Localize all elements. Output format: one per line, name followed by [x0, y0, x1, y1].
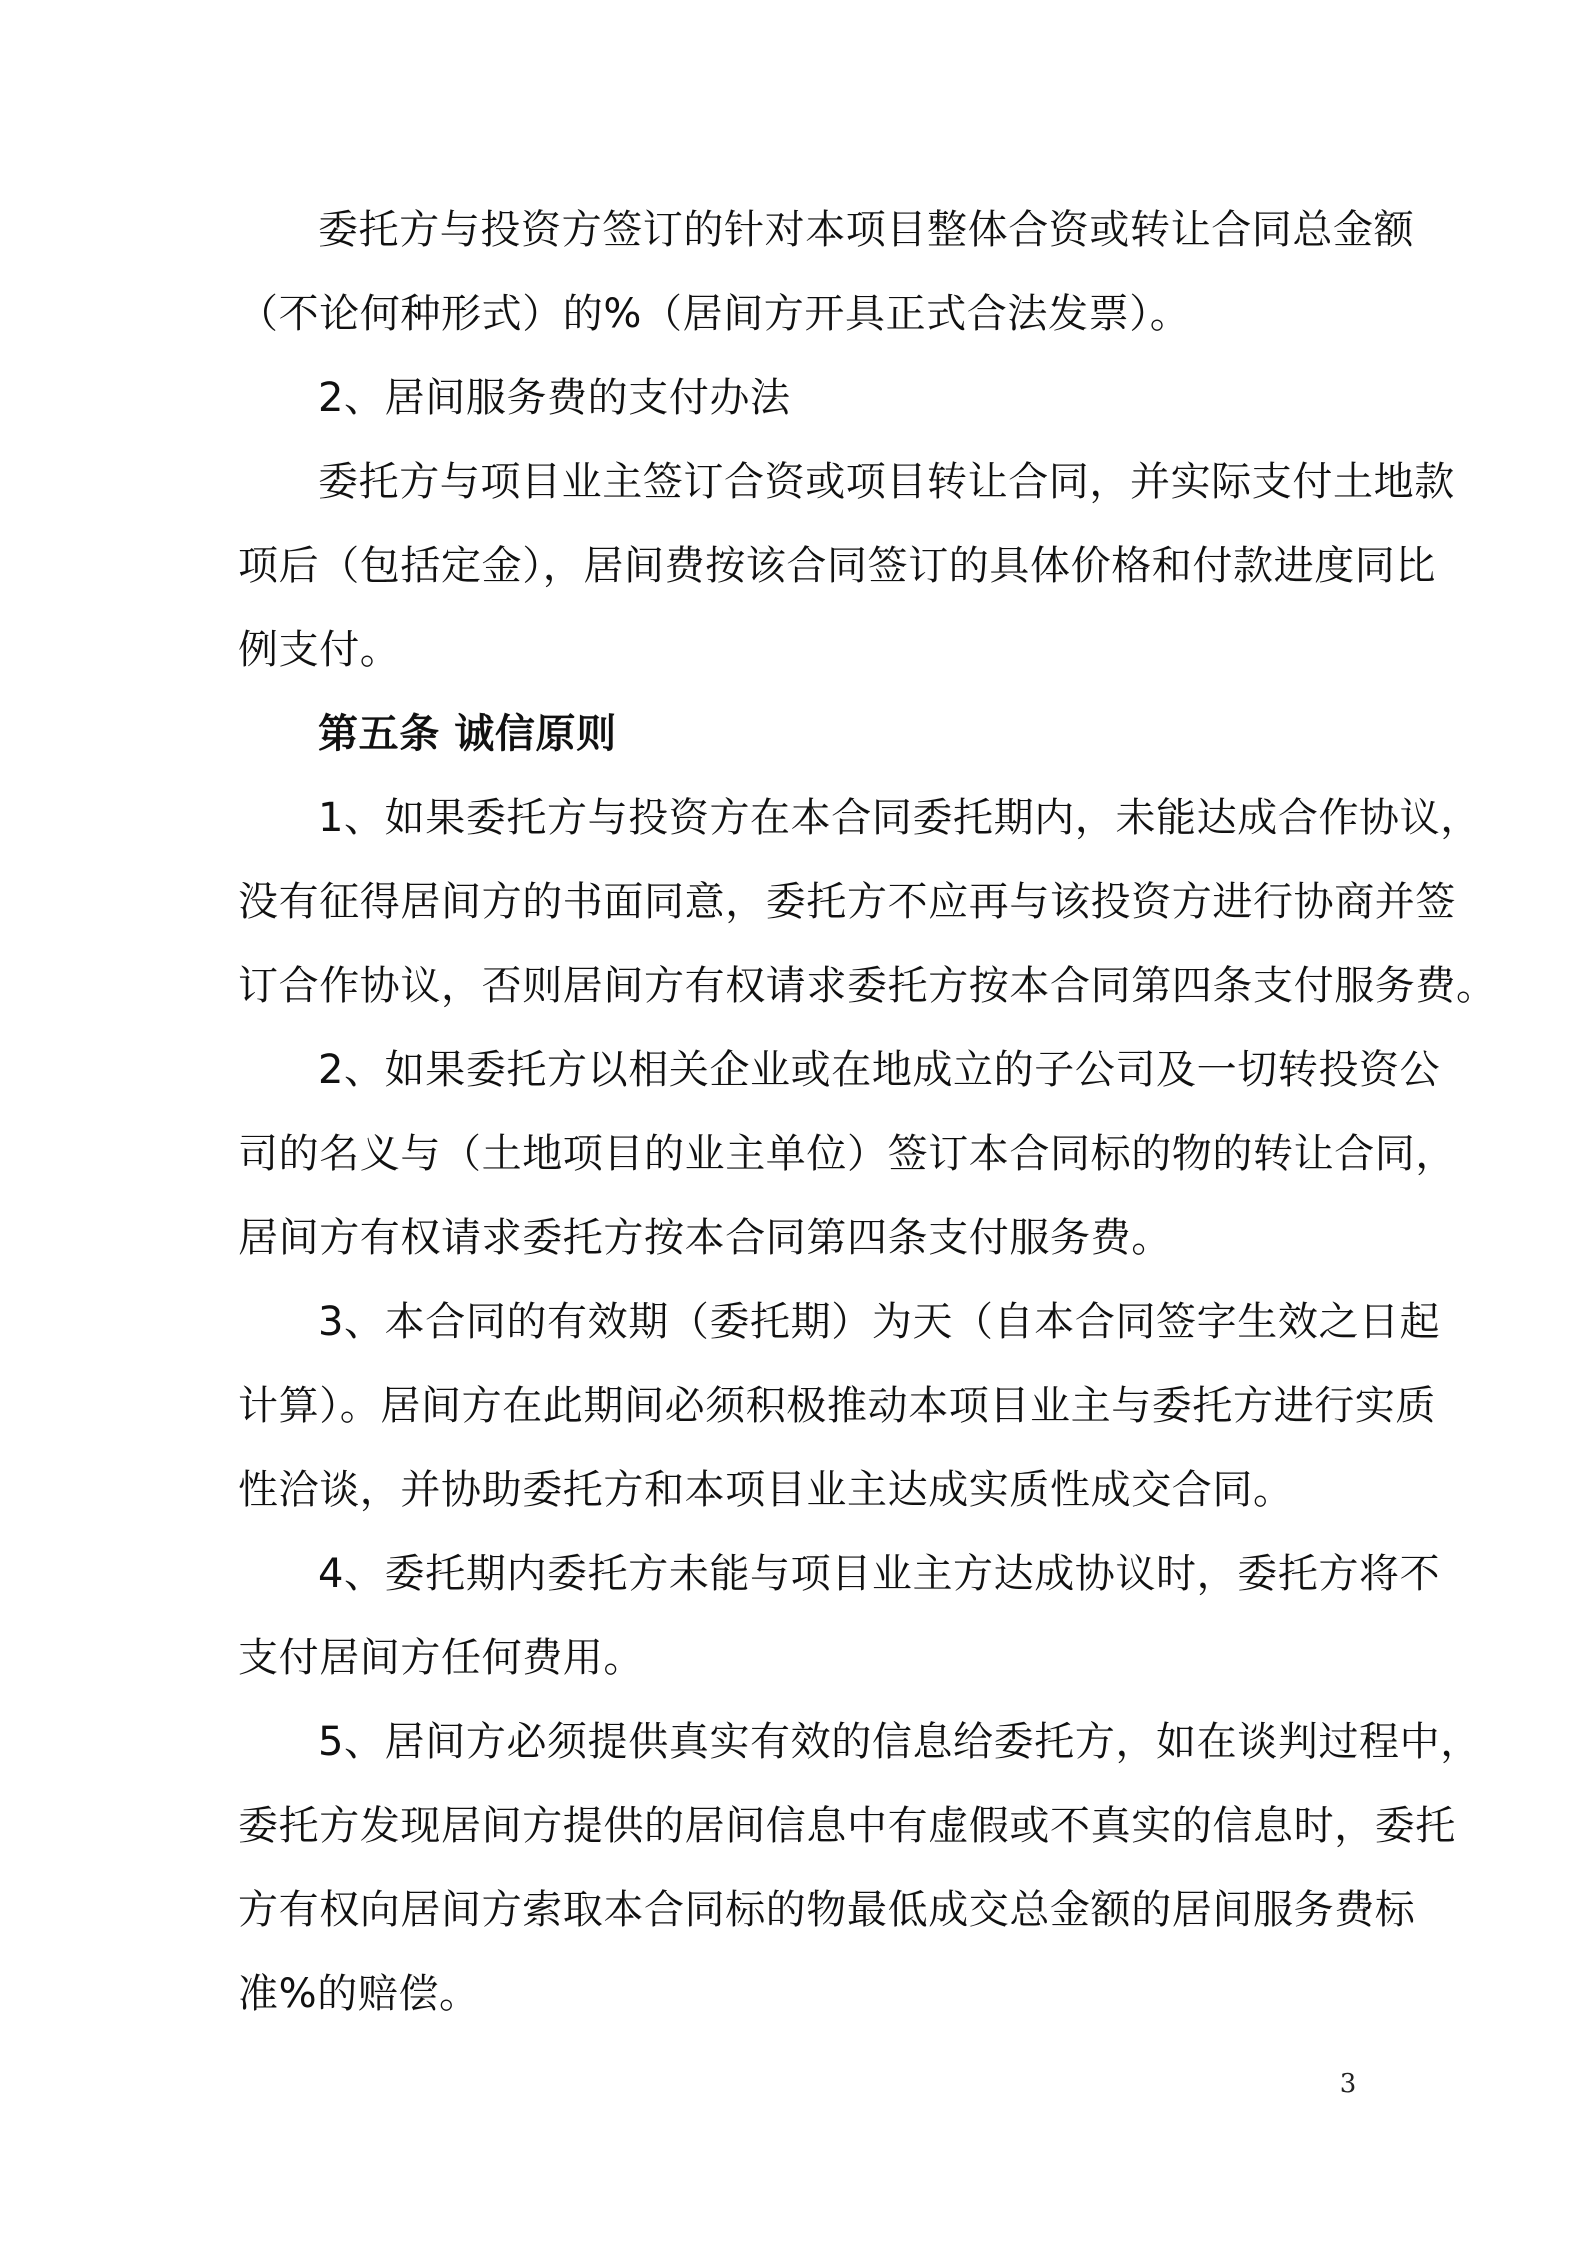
text-line: 订合作协议，否则居间方有权请求委托方按本合同第四条支付服务费。: [238, 963, 1497, 1009]
text-line: 2、如果委托方以相关企业或在地成立的子公司及一切转投资公: [318, 1047, 1441, 1093]
text-line: 准%的赔偿。: [238, 1971, 480, 2017]
text-line: 支付居间方任何费用。: [238, 1635, 644, 1681]
text-line: 4、委托期内委托方未能与项目业主方达成协议时，委托方将不: [318, 1551, 1441, 1597]
text-line: 计算）。居间方在此期间必须积极推动本项目业主与委托方进行实质: [238, 1383, 1436, 1429]
text-line: 3、本合同的有效期（委托期）为天（自本合同签字生效之日起: [318, 1299, 1441, 1345]
text-line: 1、如果委托方与投资方在本合同委托期内，未能达成合作协议，: [318, 795, 1481, 841]
page-number: 3: [1339, 2069, 1357, 2099]
text-line: 居间方有权请求委托方按本合同第四条支付服务费。: [238, 1215, 1172, 1261]
text-line: 方有权向居间方索取本合同标的物最低成交总金额的居间服务费标: [238, 1887, 1416, 1933]
text-line: 没有征得居间方的书面同意，委托方不应再与该投资方进行协商并签: [238, 879, 1456, 925]
text-line: 司的名义与（土地项目的业主单位）签订本合同标的物的转让合同，: [238, 1131, 1456, 1177]
text-line: 性洽谈，并协助委托方和本项目业主达成实质性成交合同。: [238, 1467, 1294, 1513]
section-heading: 2、居间服务费的支付办法: [318, 375, 791, 421]
text-line: 委托方与投资方签订的针对本项目整体合资或转让合同总金额: [318, 207, 1415, 253]
article-heading: 第五条 诚信原则: [318, 711, 617, 757]
text-line: 5、居间方必须提供真实有效的信息给委托方，如在谈判过程中，: [318, 1719, 1481, 1765]
text-line: 项后（包括定金），居间费按该合同签订的具体价格和付款进度同比: [238, 543, 1436, 589]
text-line: 例支付。: [238, 627, 401, 673]
text-line: 委托方与项目业主签订合资或项目转让合同，并实际支付土地款: [318, 459, 1455, 505]
text-line: （不论何种形式）的%（居间方开具正式合法发票）。: [238, 291, 1191, 337]
text-line: 委托方发现居间方提供的居间信息中有虚假或不真实的信息时，委托: [238, 1803, 1456, 1849]
